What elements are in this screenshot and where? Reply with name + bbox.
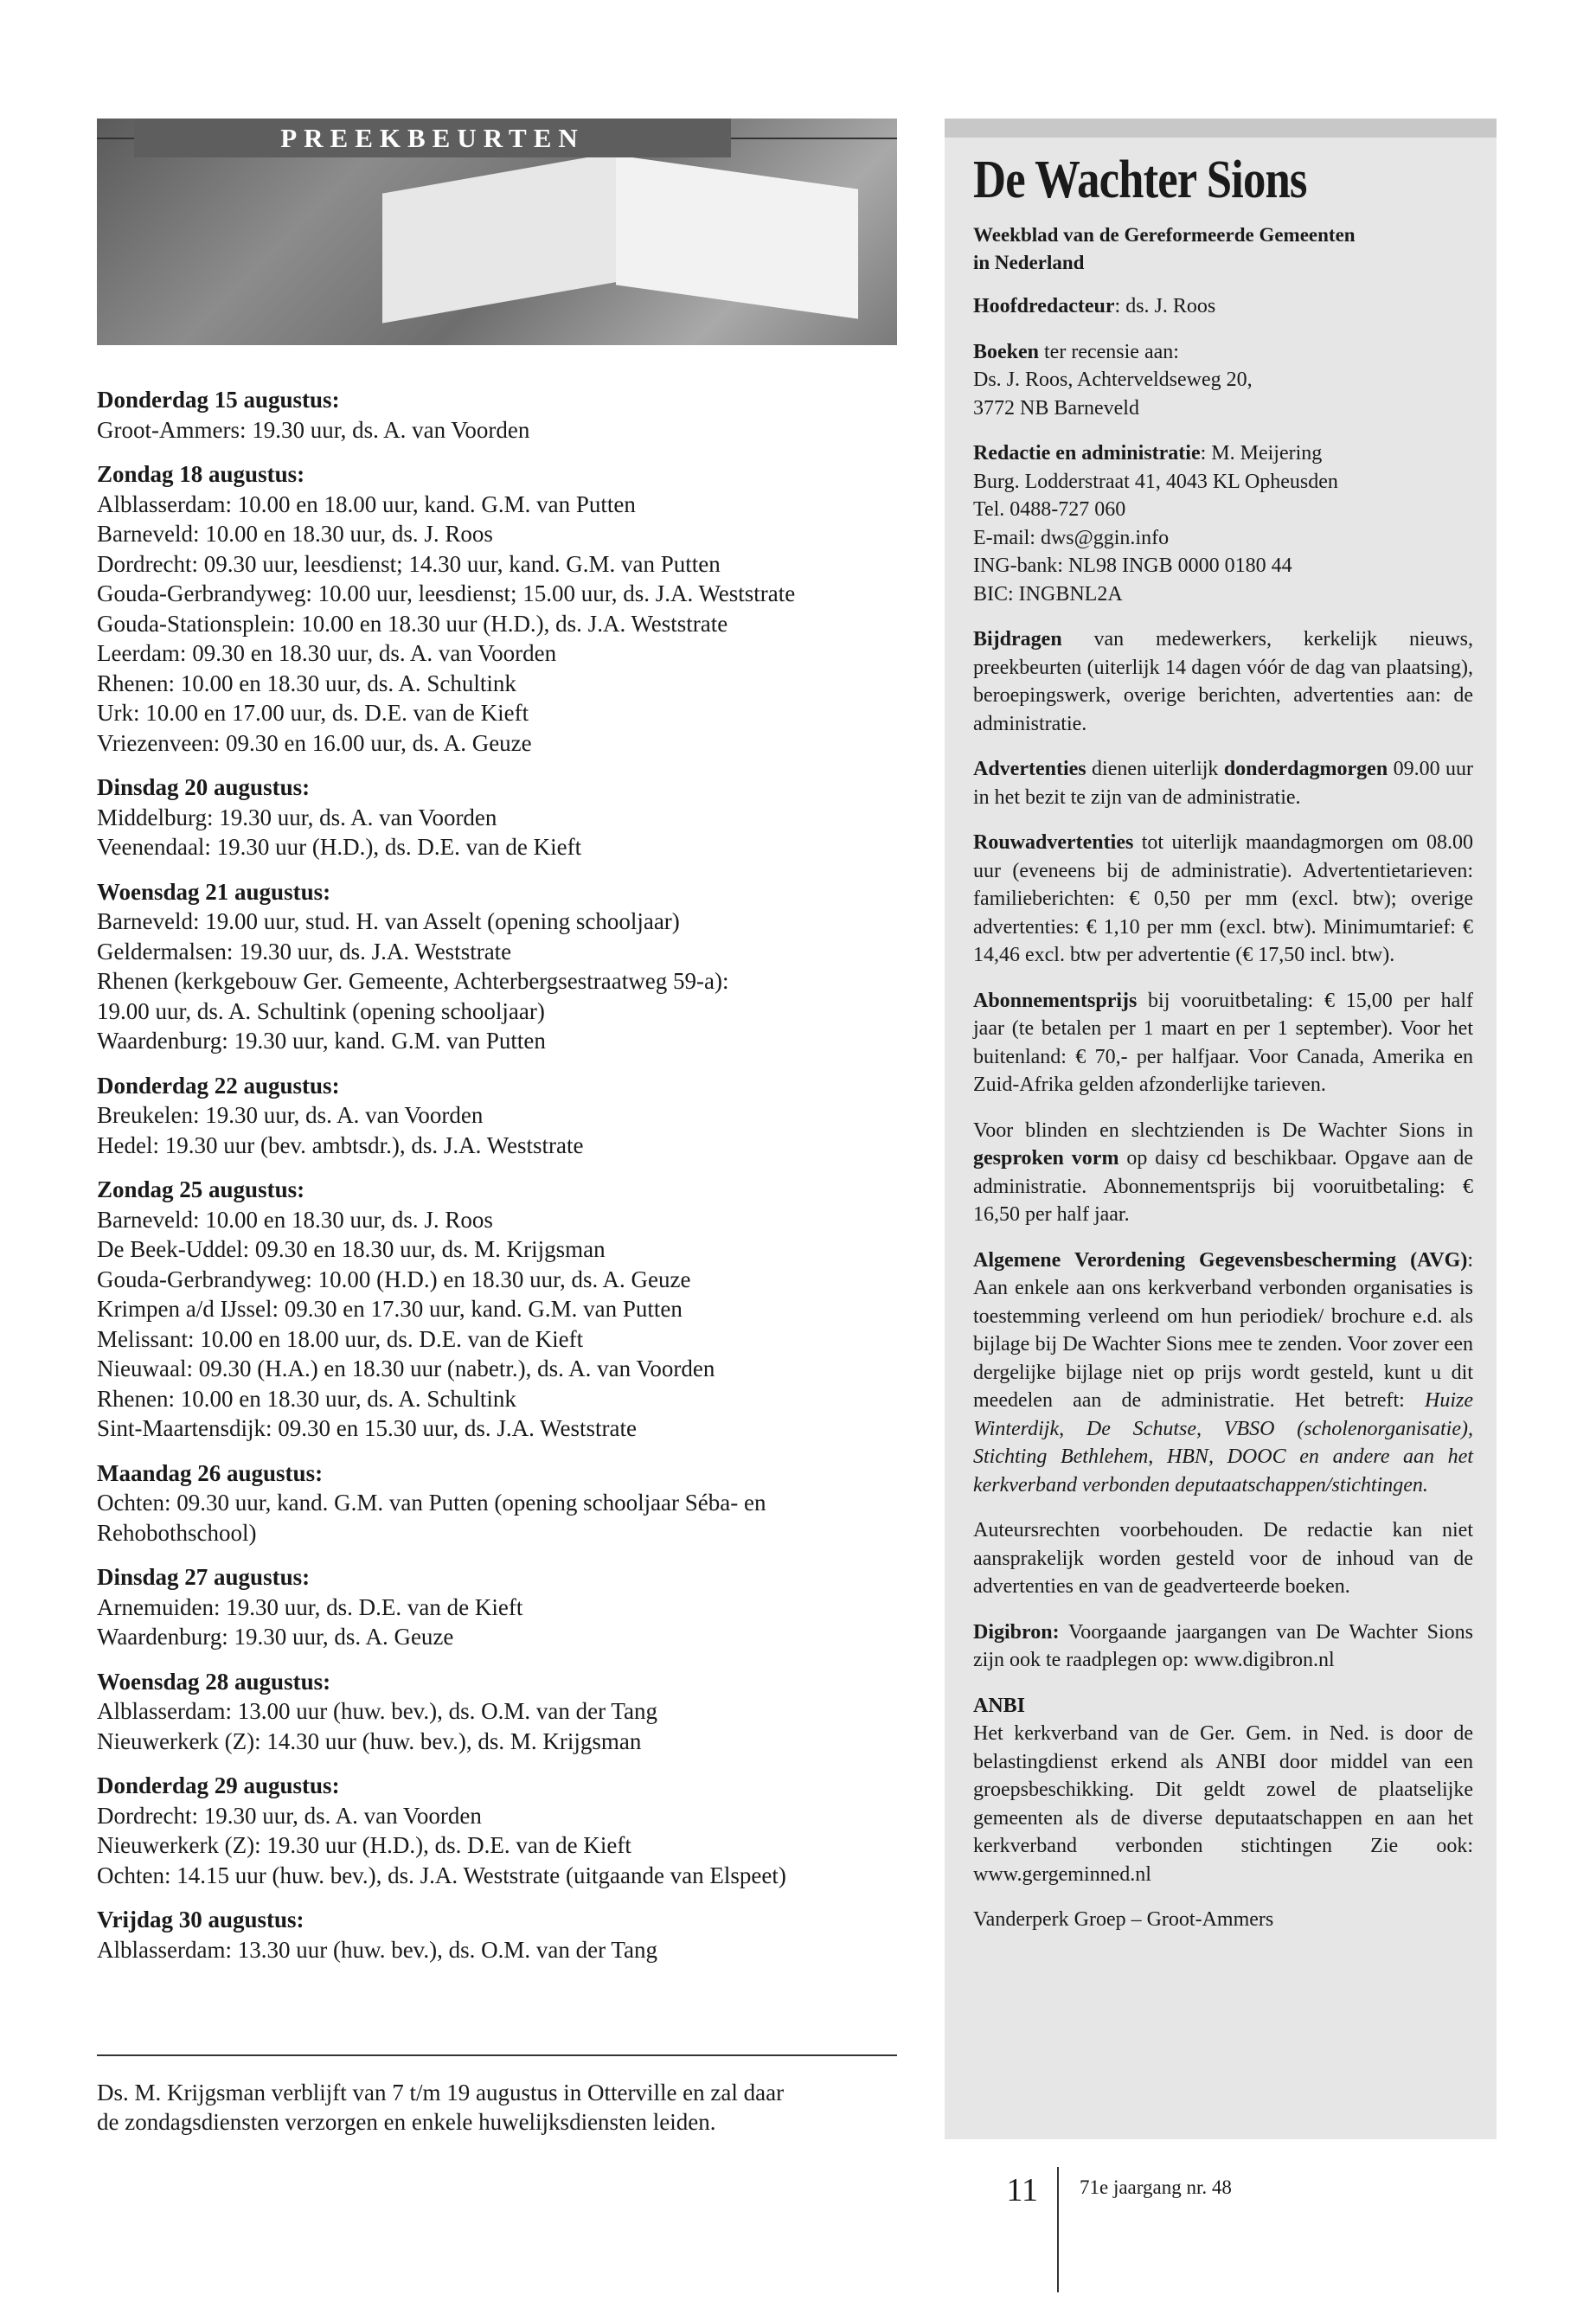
day-block	[97, 877, 897, 1056]
service-entry: Gouda-Stationsplein: 10.00 en 18.30 uur (H.D.), ds. J.A. Weststrate	[97, 610, 728, 637]
service-entry: Barneveld: 10.00 en 18.30 uur, ds. J. Roos	[97, 521, 493, 547]
schedule-list	[97, 385, 897, 1979]
service-entry: De Beek-Uddel: 09.30 en 18.30 uur, ds. M. Krijgsman	[97, 1236, 606, 1262]
section-title: PREEKBEURTEN	[134, 119, 731, 157]
service-entry: Nieuwerkerk (Z): 14.30 uur (huw. bev.), ds. M. Krijgsman	[97, 1727, 642, 1754]
day-block	[97, 1071, 897, 1161]
subscription-info: Abonnementsprijs bij vooruitbetaling: € 15,00 per half jaar (te betalen per 1 maart en per 1 september). Voor het buitenland: € 70,- per halfjaar. Voor Canada, Amerika en Zuid-Afrika gelden afzonderlijke tarieven.	[973, 989, 1473, 1096]
day-block	[97, 1562, 897, 1652]
service-entry: Rhenen: 10.00 en 18.30 uur, ds. A. Schultink	[97, 1385, 516, 1412]
editor-info: Hoofdredacteur: ds. J. Roos	[973, 295, 1216, 317]
admin-email: E-mail: dws@ggin.info	[973, 526, 1170, 549]
service-entry: Melissant: 10.00 en 18.00 uur, ds. D.E. van de Kieft	[97, 1325, 584, 1352]
service-entry: Rhenen (kerkgebouw Ger. Gemeente, Achterbergsestraatweg 59-a):	[97, 968, 729, 994]
service-entry: Arnemuiden: 19.30 uur, ds. D.E. van de Kieft	[97, 1593, 523, 1620]
service-entry: Alblasserdam: 13.00 uur (huw. bev.), ds. O.M. van der Tang	[97, 1698, 657, 1724]
day-heading: Vrijdag 30 augustus:	[97, 1907, 304, 1932]
footnote-line: Ds. M. Krijgsman verblijft van 7 t/m 19 augustus in Otterville en zal daar	[97, 2080, 785, 2106]
service-entry: Barneveld: 19.00 uur, stud. H. van Asselt (opening schooljaar)	[97, 908, 680, 934]
day-heading: Zondag 18 augustus:	[97, 461, 305, 487]
audio-edition-info: Voor blinden en slechtzienden is De Wachter Sions in gesproken vorm op daisy cd beschikbaar. Opgave aan de administratie. Abonnementsprijs bij vooruitbetaling: € 16,50 per half jaar.	[973, 1118, 1473, 1226]
day-heading: Donderdag 15 augustus:	[97, 387, 340, 413]
day-heading: Woensdag 28 augustus:	[97, 1668, 331, 1695]
service-entry: Veenendaal: 19.30 uur (H.D.), ds. D.E. van de Kieft	[97, 834, 582, 860]
day-block	[97, 385, 897, 445]
service-entry: Leerdam: 09.30 en 18.30 uur, ds. A. van Voorden	[97, 640, 557, 666]
service-entry: Krimpen a/d IJssel: 09.30 en 17.30 uur, kand. G.M. van Putten	[97, 1296, 683, 1322]
separator-rule	[97, 2054, 897, 2056]
service-entry: Breukelen: 19.30 uur, ds. A. van Voorden	[97, 1102, 484, 1128]
service-entry: Middelburg: 19.30 uur, ds. A. van Voorden	[97, 804, 497, 830]
subtitle-line: in Nederland	[973, 252, 1085, 273]
service-entry: Barneveld: 10.00 en 18.30 uur, ds. J. Roos	[97, 1206, 493, 1233]
service-entry: Hedel: 19.30 uur (bev. ambtsdr.), ds. J.A. Weststrate	[97, 1131, 584, 1158]
service-entry: Dordrecht: 09.30 uur, leesdienst; 14.30 uur, kand. G.M. van Putten	[97, 550, 721, 577]
service-entry: Groot-Ammers: 19.30 uur, ds. A. van Voorden	[97, 416, 530, 443]
contributions-info: Bijdragen van medewerkers, kerkelijk nieuws, preekbeurten (uiterlijk 14 dagen vóór de dag van plaatsing), beroepingswerk, overige berichten, advertenties aan: de administratie.	[973, 628, 1473, 735]
service-entry: Rhenen: 10.00 en 18.30 uur, ds. A. Schultink	[97, 670, 516, 696]
service-entry: Dordrecht: 19.30 uur, ds. A. van Voorden	[97, 1802, 482, 1829]
service-entry: Geldermalsen: 19.30 uur, ds. J.A. Weststrate	[97, 938, 512, 965]
day-heading: Donderdag 22 augustus:	[97, 1072, 340, 1099]
footnote-line: de zondagsdiensten verzorgen en enkele huwelijksdiensten leiden.	[97, 2109, 716, 2135]
service-entry: Ochten: 09.30 uur, kand. G.M. van Putten (opening schooljaar Séba- en Rehobothschool)	[97, 1490, 766, 1546]
printer-info: Vanderperk Groep – Groot-Ammers	[973, 1908, 1274, 1931]
service-entry: Gouda-Gerbrandyweg: 10.00 uur, leesdienst; 15.00 uur, ds. J.A. Weststrate	[97, 580, 796, 606]
page-number: 11	[1006, 2172, 1038, 2208]
bible-page-left	[382, 151, 625, 323]
day-heading: Maandag 26 augustus:	[97, 1459, 324, 1486]
gdpr-info: Algemene Verordening Gegevensbescherming (AVG): Aan enkele aan ons kerkverband verbonden organisaties is toestemming verleend om hun periodiek/ brochure e.d. als bijlage bij De Wachter Sions mee te zenden. Voor zover een dergelijke bijlage niet op prijs wordt gesteld, kunt u dit meedelen aan de administratie. Het betreft: Huize Winterdijk, De Schutse, VBSO (scholenorganisatie), Stichting Bethlehem, HBN, DOOC en andere aan het kerkverband verbonden deputaatschappen/stichtingen.	[973, 1248, 1473, 1497]
service-entry: Nieuwaal: 09.30 (H.A.) en 18.30 uur (nabetr.), ds. A. van Voorden	[97, 1356, 715, 1381]
day-block	[97, 1175, 897, 1444]
service-entry: Vriezenveen: 09.30 en 16.00 uur, ds. A. Geuze	[97, 729, 532, 756]
service-entry: Gouda-Gerbrandyweg: 10.00 (H.D.) en 18.30 uur, ds. A. Geuze	[97, 1266, 691, 1292]
service-entry: 19.00 uur, ds. A. Schultink (opening schooljaar)	[97, 997, 545, 1024]
issue-label: 71e jaargang nr. 48	[1080, 2176, 1232, 2198]
service-entry: Alblasserdam: 10.00 en 18.00 uur, kand. G.M. van Putten	[97, 490, 636, 517]
magazine-subtitle	[973, 221, 1473, 277]
footnote	[97, 2078, 927, 2137]
day-heading: Donderdag 29 augustus:	[97, 1772, 340, 1798]
day-block	[97, 772, 897, 862]
day-block	[97, 1458, 897, 1548]
day-block	[97, 1905, 897, 1965]
day-block	[97, 1667, 897, 1757]
day-heading: Dinsdag 27 augustus:	[97, 1564, 311, 1590]
mourning-ads-info: Rouwadvertenties tot uiterlijk maandagmorgen om 08.00 uur (eveneens bij de administratie). Advertentietarieven: familieberichten: € 0,50 per mm (excl. btw); overige advertenties: € 1,10 per mm (excl. btw). Minimumtarief: € 14,46 excl. btw per advertentie (€ 17,50 incl. btw).	[973, 831, 1473, 966]
service-entry: Urk: 10.00 en 17.00 uur, ds. D.E. van de Kieft	[97, 700, 529, 726]
bible-page-right	[616, 155, 858, 318]
footer-rule	[1057, 2167, 1059, 2292]
day-heading: Dinsdag 20 augustus:	[97, 774, 311, 800]
service-entry: Alblasserdam: 13.30 uur (huw. bev.), ds. O.M. van der Tang	[97, 1936, 657, 1963]
service-entry: Waardenburg: 19.30 uur, kand. G.M. van Putten	[97, 1028, 546, 1054]
magazine-title: De Wachter Sions	[973, 151, 1307, 209]
day-block	[97, 1771, 897, 1890]
subtitle-line: Weekblad van de Gereformeerde Gemeenten	[973, 224, 1356, 246]
books-info: Boeken ter recensie aan: Ds. J. Roos, Achterveldseweg 20, 3772 NB Barneveld	[973, 340, 1253, 420]
admin-info: Redactie en administratie: M. Meijering Burg. Lodderstraat 41, 4043 KL Opheusden Tel. 0488-727 060 E-mail: dws@ggin.info ING-bank: NL98 INGB 0000 0180 44 BIC: INGBNL2A	[973, 439, 1473, 608]
advertisements-info: Advertenties dienen uiterlijk donderdagmorgen 09.00 uur in het bezit te zijn van de administratie.	[973, 758, 1473, 809]
day-heading: Zondag 25 augustus:	[97, 1176, 305, 1202]
digibron-info: Digibron: Voorgaande jaargangen van De Wachter Sions zijn ook te raadplegen op: www.digibron.nl	[973, 1620, 1473, 1671]
day-block	[97, 459, 897, 758]
copyright-info: Auteursrechten voorbehouden. De redactie kan niet aansprakelijk worden gesteld voor de inhoud van de advertenties en van de geadverteerde boeken.	[973, 1519, 1473, 1598]
anbi-info: ANBI Het kerkverband van de Ger. Gem. in Ned. is door de belastingdienst erkend als ANBI door middel van een groepsbeschikking. Dit geldt zowel de plaatselijke gemeenten als de diverse deputaatschappen en aan het kerkverband verbonden stichtingen Zie ook: www.gergeminned.nl	[973, 1694, 1473, 1886]
service-entry: Nieuwerkerk (Z): 19.30 uur (H.D.), ds. D.E. van de Kieft	[97, 1832, 631, 1858]
day-heading: Woensdag 21 augustus:	[97, 878, 331, 905]
masthead-topbar	[945, 119, 1497, 138]
service-entry: Waardenburg: 19.30 uur, ds. A. Geuze	[97, 1624, 454, 1650]
service-entry: Sint-Maartensdijk: 09.30 en 15.30 uur, ds. J.A. Weststrate	[97, 1415, 637, 1441]
service-entry: Ochten: 14.15 uur (huw. bev.), ds. J.A. Weststrate (uitgaande van Elspeet)	[97, 1862, 786, 1888]
masthead-content	[973, 145, 1473, 1952]
